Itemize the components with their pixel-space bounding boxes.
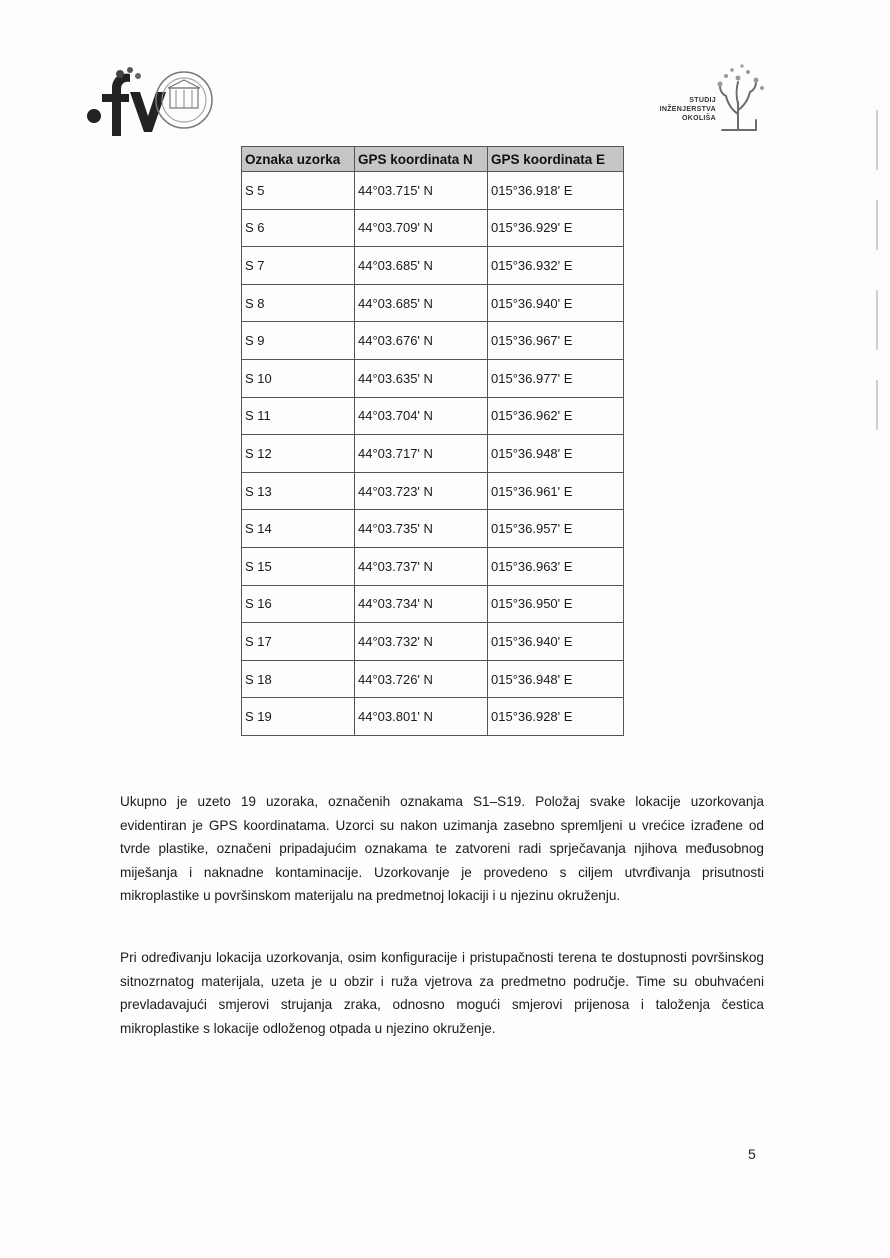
cell-gps-n: 44°03.709' N bbox=[355, 209, 488, 247]
table-row bbox=[242, 472, 624, 510]
column-header-gps-e: GPS koordinata E bbox=[488, 147, 624, 172]
tree-logo-icon bbox=[640, 62, 780, 137]
cell-gps-e: 015°36.940' E bbox=[488, 623, 624, 661]
scan-edge-mark bbox=[876, 290, 878, 350]
cell-gps-e: 015°36.962' E bbox=[488, 397, 624, 435]
cell-gps-n: 44°03.723' N bbox=[355, 472, 488, 510]
cell-gps-n: 44°03.685' N bbox=[355, 284, 488, 322]
right-logo-line: STUDIJ bbox=[689, 97, 716, 104]
cell-sample-label: S 8 bbox=[242, 284, 355, 322]
cell-sample-label: S 11 bbox=[242, 397, 355, 435]
scan-edge-mark bbox=[876, 200, 878, 250]
table-row bbox=[242, 322, 624, 360]
cell-gps-n: 44°03.801' N bbox=[355, 698, 488, 736]
cell-gps-n: 44°03.732' N bbox=[355, 623, 488, 661]
cell-gps-e: 015°36.967' E bbox=[488, 322, 624, 360]
cell-gps-n: 44°03.715' N bbox=[355, 172, 488, 210]
cell-sample-label: S 7 bbox=[242, 247, 355, 285]
cell-sample-label: S 10 bbox=[242, 359, 355, 397]
cell-sample-label: S 6 bbox=[242, 209, 355, 247]
cell-sample-label: S 12 bbox=[242, 435, 355, 473]
cell-gps-e: 015°36.963' E bbox=[488, 547, 624, 585]
table-row bbox=[242, 397, 624, 435]
body-paragraph-2: Pri određivanju lokacija uzorkovanja, osim konfiguracije i pristupačnosti terena te dostupnosti površinskog sitnozrnatog materijala, uzeta je u obzir i ruža vjetrova za predmetno područje. Time su obuhvaćeni prevladavajući smjerovi strujanja zraka, odnosno mogući smjerovi prijenosa i taloženja čestica mikroplastike s lokacije odloženog otpada u njezino okruženje. bbox=[120, 950, 764, 1036]
cell-sample-label: S 15 bbox=[242, 547, 355, 585]
table-row bbox=[242, 172, 624, 210]
cell-gps-n: 44°03.726' N bbox=[355, 660, 488, 698]
university-seal-icon bbox=[156, 72, 212, 128]
cell-gps-n: 44°03.734' N bbox=[355, 585, 488, 623]
table-row bbox=[242, 698, 624, 736]
scan-edge-mark bbox=[876, 110, 878, 170]
fpz-logo-icon bbox=[86, 64, 216, 136]
cell-gps-e: 015°36.918' E bbox=[488, 172, 624, 210]
cell-sample-label: S 19 bbox=[242, 698, 355, 736]
column-header-gps-n: GPS koordinata N bbox=[355, 147, 488, 172]
cell-gps-n: 44°03.717' N bbox=[355, 435, 488, 473]
table-row bbox=[242, 359, 624, 397]
cell-gps-n: 44°03.676' N bbox=[355, 322, 488, 360]
table-header-row bbox=[242, 147, 624, 172]
scan-edge-mark bbox=[876, 380, 878, 430]
table-row bbox=[242, 510, 624, 548]
cell-gps-e: 015°36.932' E bbox=[488, 247, 624, 285]
cell-sample-label: S 14 bbox=[242, 510, 355, 548]
cell-gps-e: 015°36.948' E bbox=[488, 660, 624, 698]
gps-coordinates-table bbox=[241, 146, 624, 736]
cell-gps-e: 015°36.929' E bbox=[488, 209, 624, 247]
cell-gps-n: 44°03.635' N bbox=[355, 359, 488, 397]
cell-gps-e: 015°36.977' E bbox=[488, 359, 624, 397]
cell-sample-label: S 18 bbox=[242, 660, 355, 698]
cell-gps-e: 015°36.961' E bbox=[488, 472, 624, 510]
cell-sample-label: S 17 bbox=[242, 623, 355, 661]
right-logo-line: INŽENJERSTVA bbox=[659, 106, 716, 113]
table-row bbox=[242, 209, 624, 247]
cell-gps-n: 44°03.735' N bbox=[355, 510, 488, 548]
cell-gps-n: 44°03.704' N bbox=[355, 397, 488, 435]
table-row bbox=[242, 623, 624, 661]
cell-sample-label: S 5 bbox=[242, 172, 355, 210]
right-logo-line: OKOLIŠA bbox=[682, 115, 716, 122]
table-row bbox=[242, 660, 624, 698]
cell-gps-e: 015°36.940' E bbox=[488, 284, 624, 322]
page-number: 5 bbox=[748, 1146, 756, 1162]
table-row bbox=[242, 547, 624, 585]
table-row bbox=[242, 435, 624, 473]
cell-gps-e: 015°36.948' E bbox=[488, 435, 624, 473]
cell-gps-e: 015°36.950' E bbox=[488, 585, 624, 623]
cell-sample-label: S 16 bbox=[242, 585, 355, 623]
cell-sample-label: S 9 bbox=[242, 322, 355, 360]
cell-sample-label: S 13 bbox=[242, 472, 355, 510]
column-header-sample-label: Oznaka uzorka bbox=[242, 147, 355, 172]
table-row bbox=[242, 585, 624, 623]
table-row bbox=[242, 284, 624, 322]
cell-gps-e: 015°36.928' E bbox=[488, 698, 624, 736]
cell-gps-n: 44°03.737' N bbox=[355, 547, 488, 585]
body-paragraph-1: Ukupno je uzeto 19 uzoraka, označenih oznakama S1–S19. Položaj svake lokacije uzorkovanja evidentiran je GPS koordinatama. Uzorci su nakon uzimanja zasebno spremljeni u vrećice izrađene od tvrde plastike, označeni pripadajućim oznakama te zatvoreni radi sprječavanja njihova međusobnog miješanja i naknadne kontaminacije. Uzorkovanje je provedeno s ciljem utvrđivanja prisutnosti mikroplastike u površinskom materijalu na predmetnoj lokaciji i u njezinu okruženju. bbox=[120, 794, 764, 903]
cell-gps-e: 015°36.957' E bbox=[488, 510, 624, 548]
table-row bbox=[242, 247, 624, 285]
cell-gps-n: 44°03.685' N bbox=[355, 247, 488, 285]
